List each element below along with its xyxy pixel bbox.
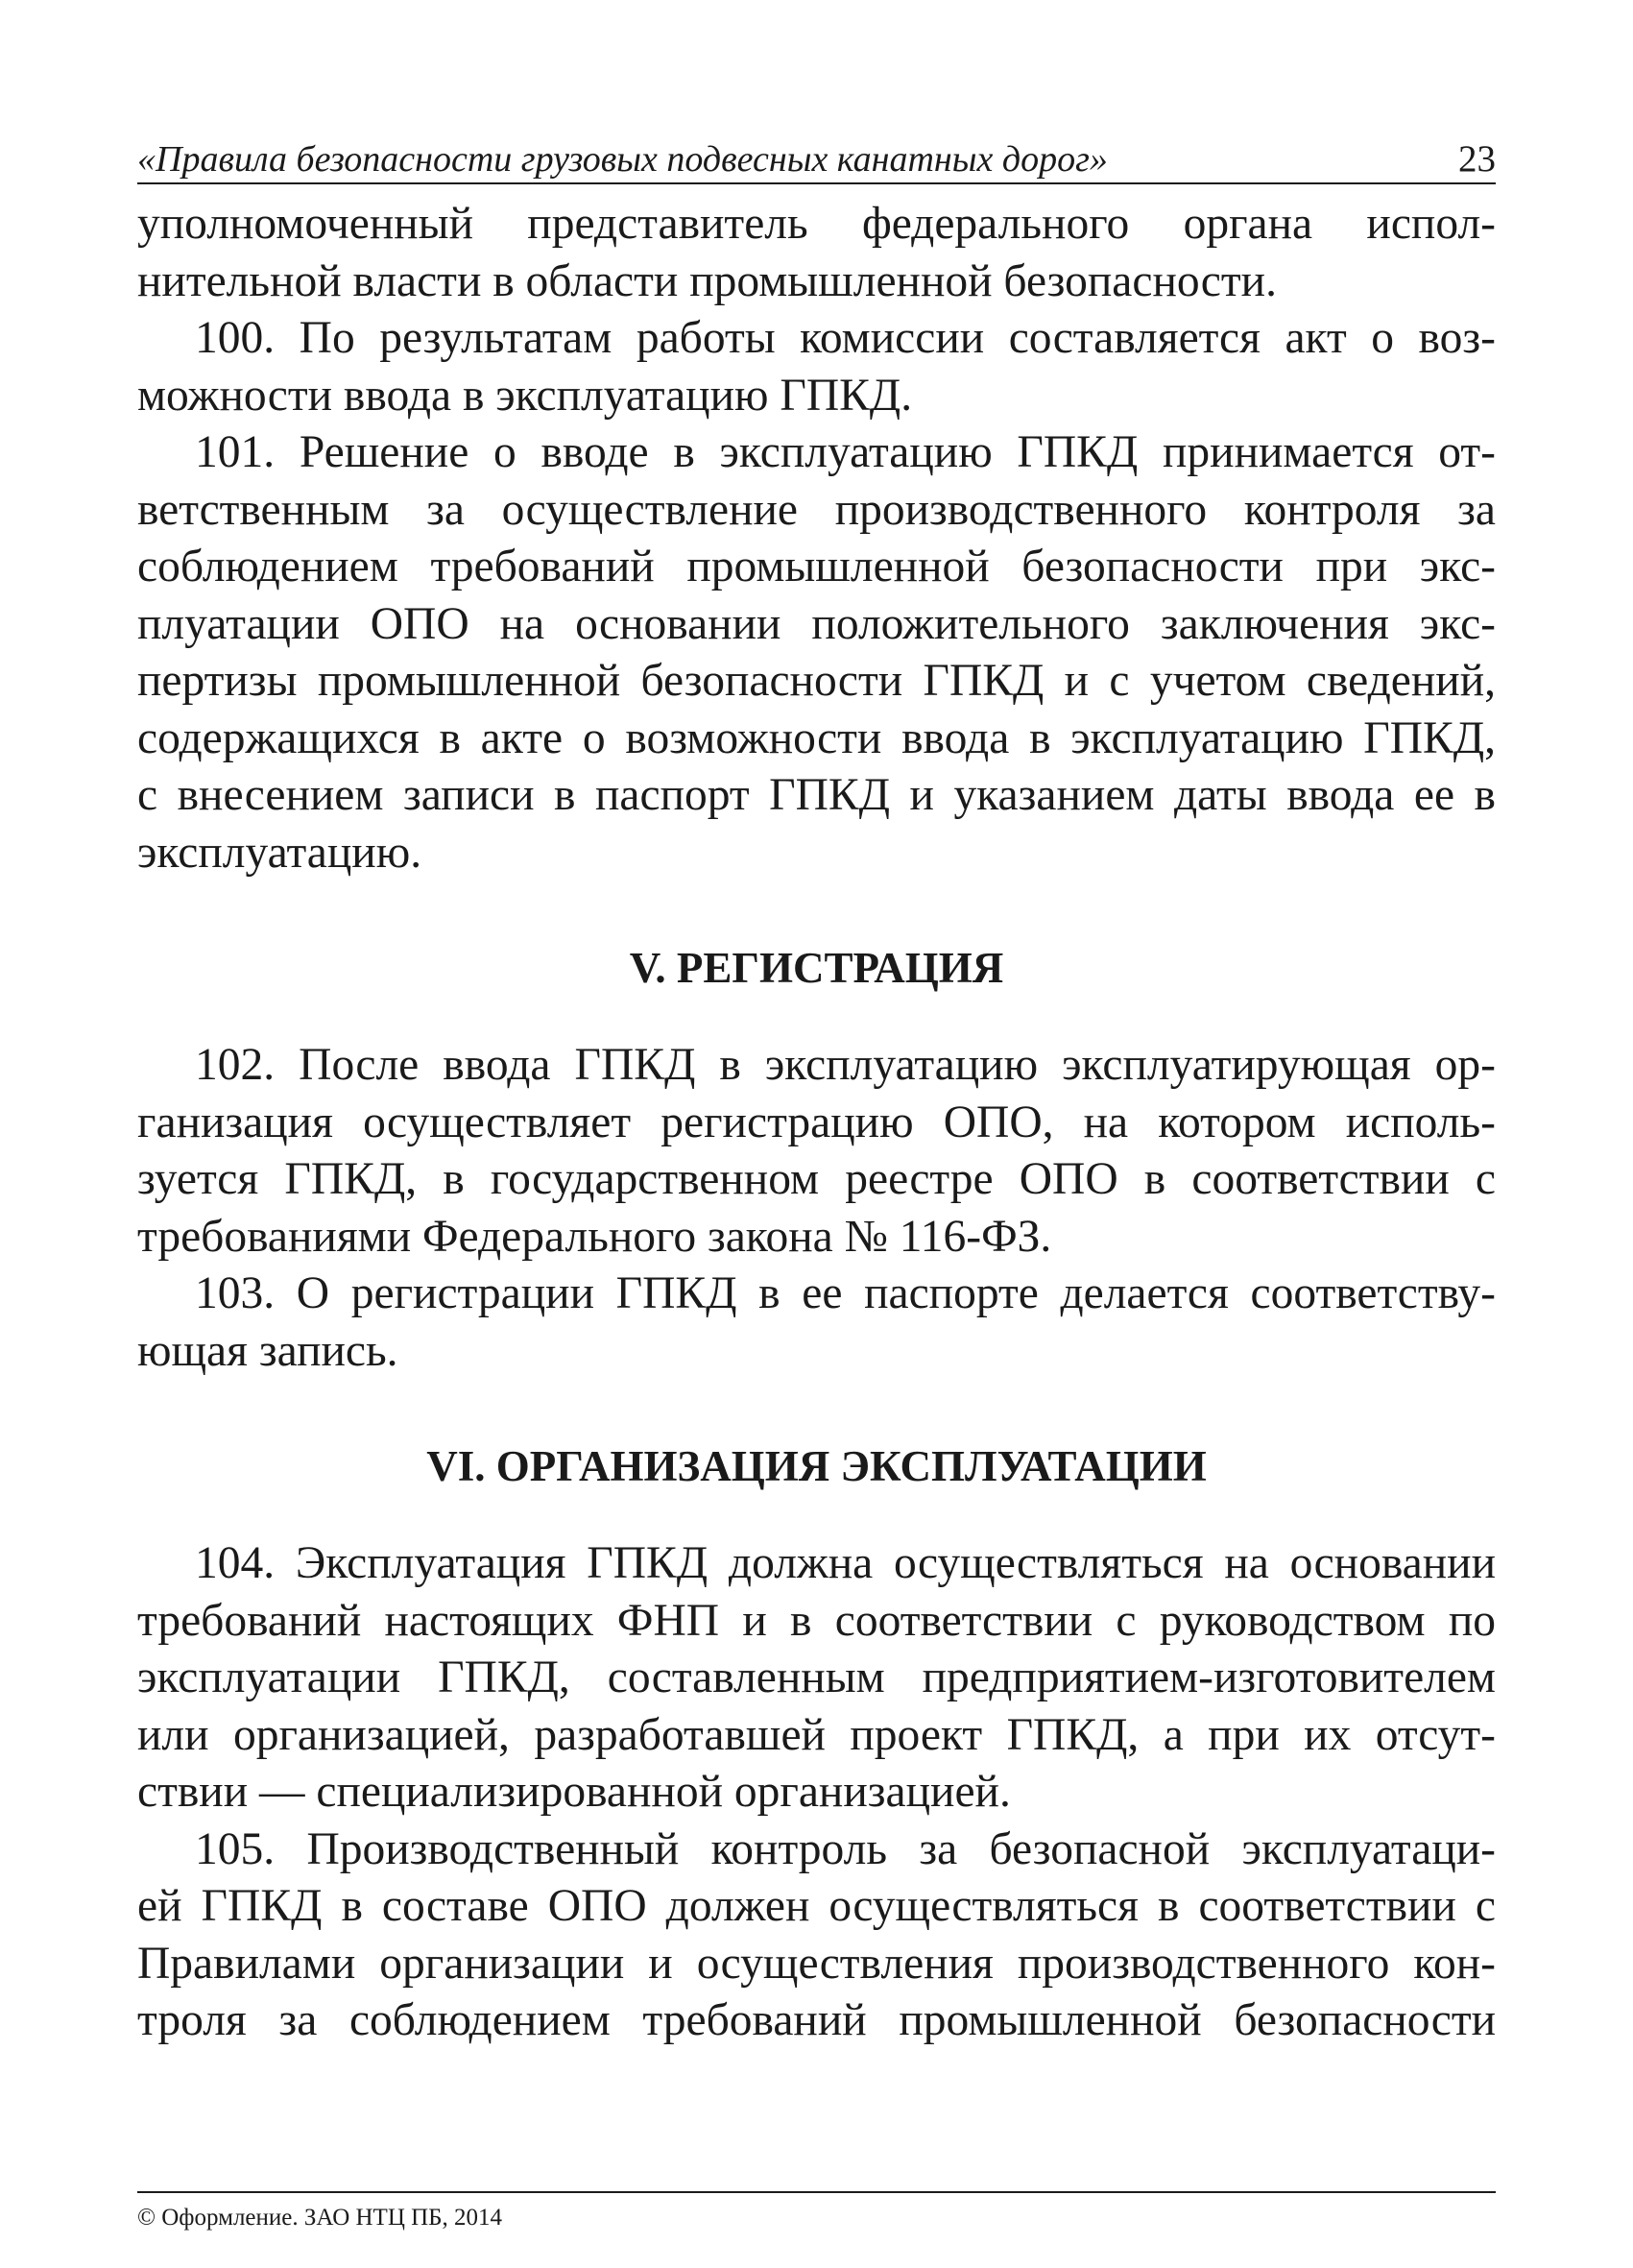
paragraph-102 xyxy=(137,1037,1496,1266)
text-line: пертизы промышленной безопасности ГПКД и с учетом сведений, xyxy=(137,656,1496,706)
paragraph-continuation xyxy=(137,196,1496,310)
footer-divider xyxy=(137,2191,1496,2193)
paragraph-101 xyxy=(137,424,1496,881)
text-line: 103. О регистрации ГПКД в ее паспорте делается соответству- xyxy=(195,1268,1496,1318)
section-heading-registration: V. РЕГИСТРАЦИЯ xyxy=(629,944,1004,992)
text-line: нительной власти в области промышленной безопасности. xyxy=(137,255,1277,306)
text-line: 105. Производственный контроль за безопасной эксплуатаци- xyxy=(195,1823,1496,1874)
section-heading-operation: VI. ОРГАНИЗАЦИЯ ЭКСПЛУАТАЦИИ xyxy=(426,1442,1207,1490)
text-line: ей ГПКД в составе ОПО должен осуществляться в соответствии с xyxy=(137,1881,1496,1931)
text-line: Правилами организации и осуществления производственного кон- xyxy=(137,1938,1496,1989)
document-page xyxy=(137,0,1496,2268)
paragraph-103 xyxy=(137,1266,1496,1380)
text-line: ганизация осуществляет регистрацию ОПО, на котором исполь- xyxy=(137,1097,1496,1147)
text-line: уполномоченный представитель федерального органа испол- xyxy=(137,199,1496,249)
text-line: соблюдением требований промышленной безопасности при экс- xyxy=(137,542,1496,591)
running-header xyxy=(137,133,1496,184)
text-line: зуется ГПКД, в государственном реестре ОПО в соответствии с xyxy=(137,1154,1496,1204)
text-line: 101. Решение о вводе в эксплуатацию ГПКД принимается от- xyxy=(195,427,1496,477)
text-line: эксплуатации ГПКД, составленным предприятием-изготовителем xyxy=(137,1653,1496,1702)
text-line: плуатации ОПО на основании положительного заключения экс- xyxy=(137,598,1496,649)
footer-copyright: © Оформление. ЗАО НТЦ ПБ, 2014 xyxy=(137,2205,503,2231)
page-number: 23 xyxy=(1458,138,1496,180)
paragraph-104 xyxy=(137,1535,1496,1822)
text-line: требованиями Федерального закона № 116-ФЗ. xyxy=(137,1211,1052,1262)
running-title: «Правила безопасности грузовых подвесных канатных дорог» xyxy=(137,139,1108,180)
text-line: требований настоящих ФНП и в соответствии с руководством по xyxy=(137,1595,1496,1646)
text-line: содержащихся в акте о возможности ввода в эксплуатацию ГПКД, xyxy=(137,712,1496,763)
text-line: или организацией, разработавшей проект ГПКД, а при их отсут- xyxy=(137,1709,1496,1760)
paragraph-105 xyxy=(137,1822,1496,2050)
text-line: можности ввода в эксплуатацию ГПКД. xyxy=(137,370,913,421)
text-line: эксплуатацию. xyxy=(137,827,422,878)
text-line: ветственным за осуществление производственного контроля за xyxy=(137,484,1496,535)
body-text xyxy=(137,196,1496,2050)
text-line: ющая запись. xyxy=(137,1325,398,1376)
text-line: троля за соблюдением требований промышленной безопасности xyxy=(137,1995,1496,2045)
text-line: с внесением записи в паспорт ГПКД и указанием даты ввода ее в xyxy=(137,770,1496,820)
text-line: 104. Эксплуатация ГПКД должна осуществляться на основании xyxy=(195,1538,1496,1588)
paragraph-100 xyxy=(137,310,1496,424)
text-line: 100. По результатам работы комиссии составляется акт о воз- xyxy=(195,313,1496,363)
text-line: 102. После ввода ГПКД в эксплуатацию эксплуатирующая ор- xyxy=(195,1040,1496,1090)
text-line: ствии — специализированной организацией. xyxy=(137,1767,1011,1817)
